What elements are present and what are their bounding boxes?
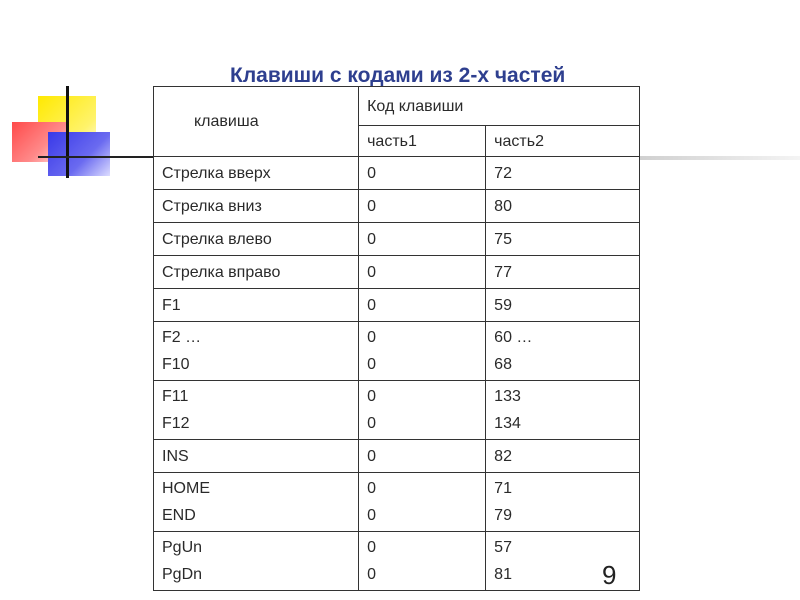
cell-part2-line: 79 <box>494 507 512 524</box>
cell-key <box>154 473 359 532</box>
cell-part2-line: 82 <box>494 447 512 465</box>
cell-part1-line: 0 <box>367 447 376 465</box>
cell-part2-line: 68 <box>494 356 512 373</box>
cell-part2-line: 57 <box>494 539 512 556</box>
cell-key-line: F1 <box>162 296 181 314</box>
cell-key-line: F12 <box>162 415 190 432</box>
cell-key-line: HOME <box>162 480 210 497</box>
cell-key <box>154 289 359 322</box>
table-row <box>154 440 640 473</box>
cell-part2 <box>486 223 640 256</box>
cell-part2-line: 81 <box>494 566 512 583</box>
cell-part1-line: 0 <box>367 480 376 497</box>
decor-blue-square <box>48 132 110 176</box>
cell-key-line: Стрелка вниз <box>162 197 262 215</box>
cell-part2 <box>486 190 640 223</box>
cell-part2-line: 133 <box>494 388 521 405</box>
cell-part1-line: 0 <box>367 329 376 346</box>
cell-key-line: F10 <box>162 356 190 373</box>
table-row <box>154 322 640 381</box>
cell-part1-line: 0 <box>367 230 376 248</box>
cell-part1 <box>359 256 486 289</box>
cell-part1-line: 0 <box>367 356 376 373</box>
decor-vertical-line <box>66 86 69 178</box>
cell-part2-line: 59 <box>494 296 512 314</box>
cell-part1 <box>359 381 486 440</box>
table-row <box>154 190 640 223</box>
cell-part2 <box>486 256 640 289</box>
header-key: клавиша <box>154 87 359 157</box>
cell-part1 <box>359 190 486 223</box>
key-codes-table <box>153 86 640 591</box>
cell-part2 <box>486 381 640 440</box>
cell-part1 <box>359 223 486 256</box>
table-row <box>154 223 640 256</box>
cell-part2 <box>486 322 640 381</box>
cell-part1 <box>359 289 486 322</box>
table-row <box>154 532 640 591</box>
cell-key <box>154 322 359 381</box>
decor-horizontal-line <box>38 156 154 158</box>
decor-horizontal-fade-line <box>640 156 800 160</box>
cell-key-line: END <box>162 507 196 524</box>
cell-part2-line: 60 … <box>494 329 533 346</box>
cell-part1 <box>359 322 486 381</box>
cell-part2 <box>486 289 640 322</box>
cell-key <box>154 381 359 440</box>
table-row <box>154 256 640 289</box>
cell-key-line: Стрелка вправо <box>162 263 281 281</box>
table-row <box>154 473 640 532</box>
cell-part2-line: 80 <box>494 197 512 215</box>
cell-key-line: PgDn <box>162 566 203 583</box>
cell-part2-line: 72 <box>494 164 512 182</box>
cell-part2 <box>486 440 640 473</box>
page-number: 9 <box>602 560 617 590</box>
cell-key-line: Стрелка вверх <box>162 164 271 182</box>
cell-part1-line: 0 <box>367 566 376 583</box>
cell-key-line: F2 … <box>162 329 202 346</box>
cell-part2-line: 75 <box>494 230 512 248</box>
cell-part2 <box>486 473 640 532</box>
slide-title: Клавиши с кодами из 2-х частей <box>230 64 566 87</box>
header-code: Код клавиши <box>359 87 640 126</box>
cell-part1 <box>359 473 486 532</box>
cell-key <box>154 157 359 190</box>
table-header-row <box>154 87 640 126</box>
cell-part1-line: 0 <box>367 507 376 524</box>
cell-key-line: F11 <box>162 388 189 405</box>
cell-part1-line: 0 <box>367 388 376 405</box>
cell-part2-line: 71 <box>494 480 512 497</box>
cell-key <box>154 532 359 591</box>
cell-part1-line: 0 <box>367 415 376 432</box>
cell-part1 <box>359 532 486 591</box>
cell-part1-line: 0 <box>367 197 376 215</box>
cell-key <box>154 223 359 256</box>
cell-key-line: INS <box>162 447 189 465</box>
cell-key <box>154 190 359 223</box>
cell-key <box>154 440 359 473</box>
cell-key-line: Стрелка влево <box>162 230 272 248</box>
cell-part1-line: 0 <box>367 539 376 556</box>
cell-part1-line: 0 <box>367 296 376 314</box>
cell-part1 <box>359 157 486 190</box>
header-part2: часть2 <box>486 126 640 157</box>
cell-part1-line: 0 <box>367 263 376 281</box>
cell-part2-line: 134 <box>494 415 521 432</box>
table-row <box>154 289 640 322</box>
table-row <box>154 381 640 440</box>
cell-part2 <box>486 157 640 190</box>
cell-key-line: PgUn <box>162 539 203 556</box>
table-row <box>154 157 640 190</box>
cell-part1-line: 0 <box>367 164 376 182</box>
cell-key <box>154 256 359 289</box>
cell-part2-line: 77 <box>494 263 512 281</box>
cell-part1 <box>359 440 486 473</box>
header-part1: часть1 <box>359 126 486 157</box>
